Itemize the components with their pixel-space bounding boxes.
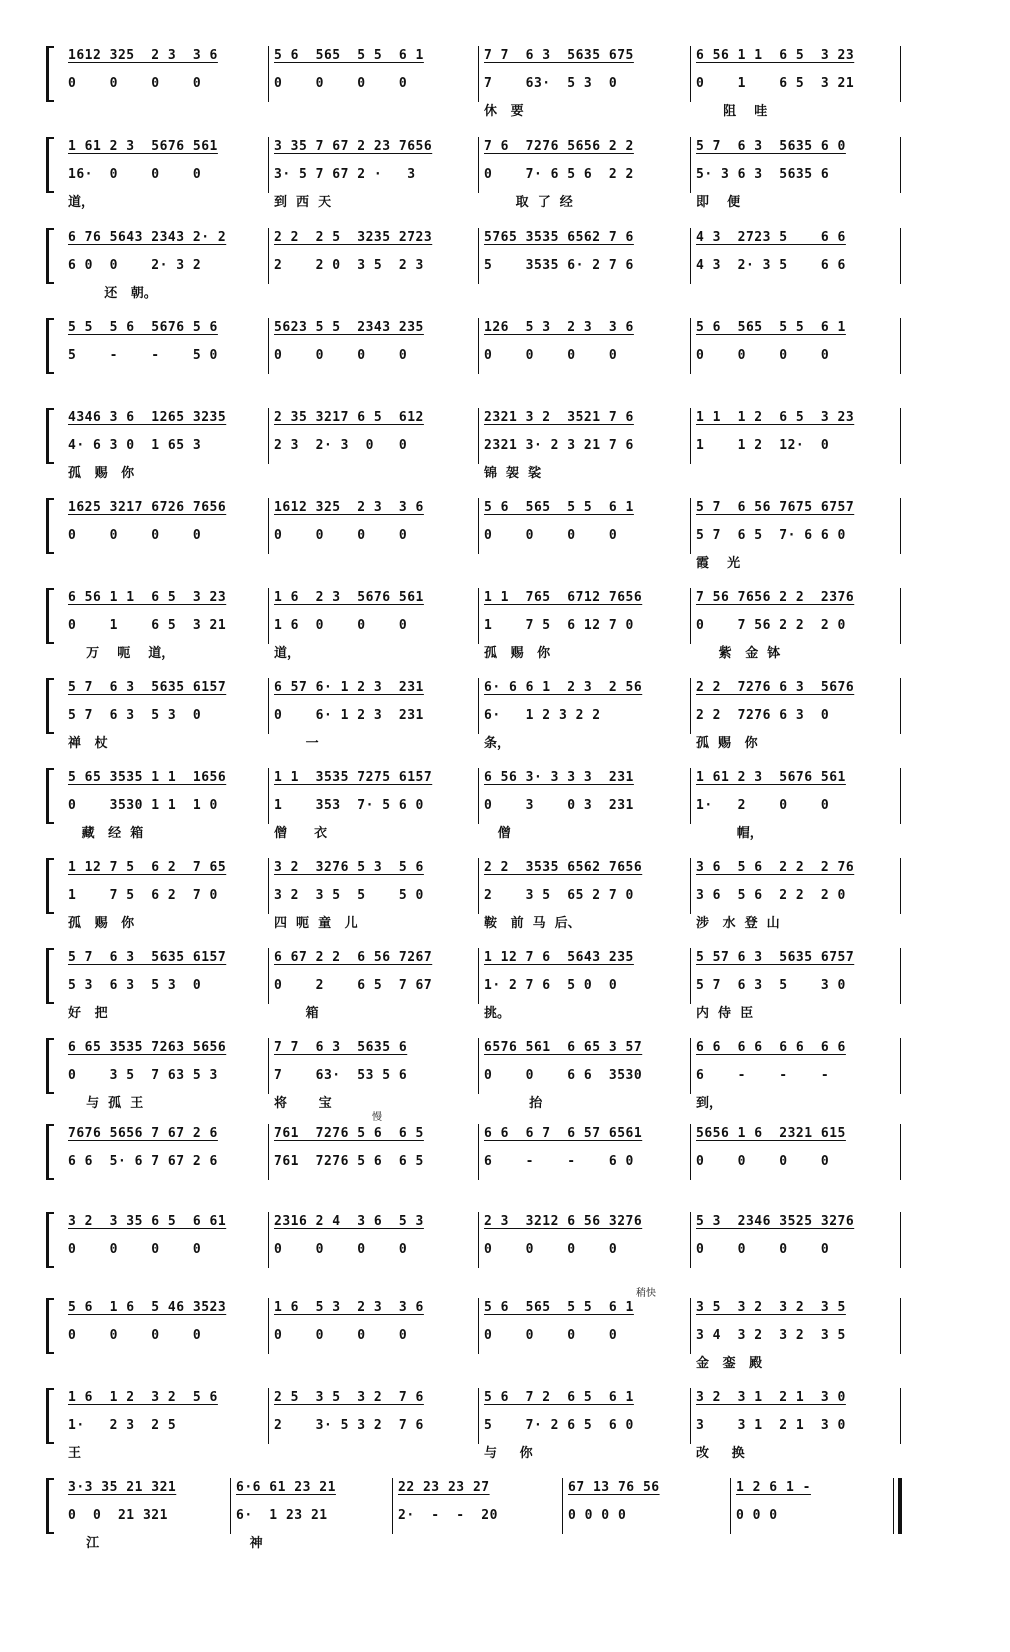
melody-measure: 5 7 6 3 5635 6157: [68, 950, 227, 965]
barline: [268, 1212, 269, 1268]
lyric-text: 涉 水 登 山: [696, 916, 780, 931]
melody-measure: 6 56 3· 3 3 3 231: [484, 770, 634, 785]
accompaniment-measure: 0 0 0 0: [484, 528, 618, 543]
score-system: [0, 1036, 1010, 1114]
accompaniment-measure: 0 0 0 0: [568, 1508, 627, 1523]
melody-measure: 1612 325 2 3 3 6: [68, 48, 218, 63]
lyric-text: 紫 金 钵: [696, 646, 781, 661]
accompaniment-measure: 6 0 0 2· 3 2: [68, 258, 202, 273]
melody-measure: 1 1 1 2 6 5 3 23: [696, 410, 855, 425]
melody-measure: 1 12 7 5 6 2 7 65: [68, 860, 227, 875]
melody-measure: 5623 5 5 2343 235: [274, 320, 424, 335]
lyric-text: 即 便: [696, 195, 741, 210]
melody-measure: 5 7 6 3 5635 6 0: [696, 139, 846, 154]
lyric-text: 孤 赐 你: [68, 466, 135, 481]
barline: [900, 498, 901, 554]
barline: [690, 1124, 691, 1180]
lyric-text: 箱: [274, 1006, 319, 1021]
accompaniment-measure: 3 2 3 5 5 5 0: [274, 888, 424, 903]
lyric-text: 僧: [484, 826, 511, 841]
accompaniment-measure: 4 3 2· 3 5 6 6: [696, 258, 846, 273]
melody-measure: 6 57 6· 1 2 3 231: [274, 680, 424, 695]
melody-measure: 1 6 1 2 3 2 5 6: [68, 1390, 218, 1405]
barline: [268, 858, 269, 914]
accompaniment-measure: 0 0 0 0: [274, 1242, 408, 1257]
system-brace: [46, 680, 54, 732]
barline: [478, 678, 479, 734]
melody-measure: 3 35 7 67 2 23 7656: [274, 139, 433, 154]
score-system: [0, 586, 1010, 664]
barline: [690, 408, 691, 464]
accompaniment-measure: 0 0 0 0: [484, 348, 618, 363]
melody-measure: 3 6 5 6 2 2 2 76: [696, 860, 855, 875]
melody-measure: 5 6 565 5 5 6 1: [484, 1300, 634, 1315]
accompaniment-measure: 1 6 0 0 0: [274, 618, 408, 633]
system-brace: [46, 590, 54, 642]
accompaniment-measure: 0 1 6 5 3 21: [68, 618, 227, 633]
melody-measure: 3 2 3 1 2 1 3 0: [696, 1390, 846, 1405]
lyric-text: 四 呃 童 儿: [274, 916, 358, 931]
system-brace: [46, 860, 54, 912]
melody-measure: 2316 2 4 3 6 5 3: [274, 1214, 424, 1229]
barline: [478, 408, 479, 464]
barline: [690, 858, 691, 914]
lyric-text: 禅 杖: [68, 736, 108, 751]
melody-measure: 5 6 565 5 5 6 1: [274, 48, 424, 63]
system-brace: [46, 770, 54, 822]
score-system: [0, 946, 1010, 1024]
tempo-mark-faster: 稍快: [636, 1288, 656, 1299]
lyric-text: 抬: [484, 1096, 543, 1111]
melody-measure: 5765 3535 6562 7 6: [484, 230, 634, 245]
accompaniment-measure: 2· - - 20: [398, 1508, 498, 1523]
barline: [690, 678, 691, 734]
melody-measure: 3 5 3 2 3 2 3 5: [696, 1300, 846, 1315]
melody-measure: 1 6 5 3 2 3 3 6: [274, 1300, 424, 1315]
accompaniment-measure: 0 0 0 0: [274, 1328, 408, 1343]
melody-measure: 7 6 7276 5656 2 2: [484, 139, 634, 154]
melody-measure: 22 23 23 27: [398, 1480, 490, 1495]
system-brace: [46, 500, 54, 552]
score-system: [0, 766, 1010, 844]
barline: [730, 1478, 731, 1534]
barline: [478, 858, 479, 914]
lyric-text: 孤 赐 你: [696, 736, 758, 751]
melody-measure: 6 67 2 2 6 56 7267: [274, 950, 433, 965]
melody-measure: 6 56 1 1 6 5 3 23: [68, 590, 227, 605]
barline: [900, 228, 901, 284]
lyric-text: 取 了 经: [484, 195, 573, 210]
barline: [900, 1298, 901, 1354]
lyric-text: 条，: [484, 736, 511, 751]
barline: [268, 1038, 269, 1094]
melody-measure: 761 7276 5 6 6 5: [274, 1126, 424, 1141]
barline: [268, 1388, 269, 1444]
final-barline-thick: [898, 1478, 902, 1534]
melody-measure: 5 5 5 6 5676 5 6: [68, 320, 218, 335]
barline: [268, 228, 269, 284]
accompaniment-measure: 0 0 0 0: [68, 1328, 202, 1343]
accompaniment-measure: 5 7 6 3 5 3 0: [68, 708, 202, 723]
accompaniment-measure: 7 63· 53 5 6: [274, 1068, 408, 1083]
barline: [268, 1124, 269, 1180]
barline: [690, 1038, 691, 1094]
lyric-text: 万 呃 道，: [68, 646, 175, 661]
melody-measure: 5 7 6 56 7675 6757: [696, 500, 855, 515]
melody-measure: 67 13 76 56: [568, 1480, 660, 1495]
lyric-text: 还 朝。: [68, 286, 157, 301]
barline: [478, 137, 479, 193]
lyric-text: 霞 光: [696, 556, 741, 571]
accompaniment-measure: 1· 2 3 2 5: [68, 1418, 177, 1433]
accompaniment-measure: 1· 2 0 0: [696, 798, 830, 813]
lyric-text: 帽，: [696, 826, 763, 841]
score-system: [0, 1210, 1010, 1288]
accompaniment-measure: 0 6· 1 2 3 231: [274, 708, 424, 723]
barline: [900, 588, 901, 644]
lyric-text: 到 西 天: [274, 195, 332, 210]
barline: [900, 858, 901, 914]
accompaniment-measure: 1 1 2 12· 0: [696, 438, 830, 453]
accompaniment-measure: 0 7· 6 5 6 2 2: [484, 167, 634, 182]
lyric-text: 阻 哇: [696, 104, 768, 119]
accompaniment-measure: 6· 1 2 3 2 2: [484, 708, 601, 723]
system-brace: [46, 1390, 54, 1442]
barline: [690, 46, 691, 102]
system-brace: [46, 410, 54, 462]
score-system: [0, 44, 1010, 122]
melody-measure: 1 2 6 1 -: [736, 1480, 811, 1495]
barline: [268, 768, 269, 824]
accompaniment-measure: 1 7 5 6 2 7 0: [68, 888, 218, 903]
score-system: [0, 1476, 1010, 1554]
score-system: [0, 1386, 1010, 1464]
melody-measure: 5 6 565 5 5 6 1: [484, 500, 634, 515]
accompaniment-measure: 5 7 6 3 5 3 0: [696, 978, 846, 993]
melody-measure: 7676 5656 7 67 2 6: [68, 1126, 218, 1141]
melody-measure: 2 35 3217 6 5 612: [274, 410, 424, 425]
barline: [478, 768, 479, 824]
final-barline-thin: [893, 1478, 894, 1534]
lyric-text: 江: [68, 1536, 100, 1551]
accompaniment-measure: 3 6 5 6 2 2 2 0: [696, 888, 846, 903]
barline: [900, 137, 901, 193]
barline: [900, 408, 901, 464]
barline: [690, 318, 691, 374]
barline: [900, 948, 901, 1004]
accompaniment-measure: 3 4 3 2 3 2 3 5: [696, 1328, 846, 1343]
melody-measure: 7 7 6 3 5635 675: [484, 48, 634, 63]
barline: [392, 1478, 393, 1534]
barline: [478, 1388, 479, 1444]
accompaniment-measure: 0 0 0: [736, 1508, 778, 1523]
accompaniment-measure: 3· 5 7 67 2 · 3: [274, 167, 416, 182]
barline: [478, 46, 479, 102]
melody-measure: 7 56 7656 2 2 2376: [696, 590, 855, 605]
lyric-text: 内 侍 臣: [696, 1006, 754, 1021]
barline: [900, 1388, 901, 1444]
accompaniment-measure: 2 3 2· 3 0 0: [274, 438, 408, 453]
melody-measure: 4 3 2723 5 6 6: [696, 230, 846, 245]
accompaniment-measure: 5· 3 6 3 5635 6: [696, 167, 830, 182]
lyric-text: 与 你: [484, 1446, 533, 1461]
accompaniment-measure: 4· 6 3 0 1 65 3: [68, 438, 202, 453]
lyric-text: 锦 袈 裟: [484, 466, 542, 481]
melody-measure: 3 2 3276 5 3 5 6: [274, 860, 424, 875]
system-brace: [46, 230, 54, 282]
accompaniment-measure: 1 353 7· 5 6 0: [274, 798, 424, 813]
lyric-text: 好 把: [68, 1006, 108, 1021]
melody-measure: 6 65 3535 7263 5656: [68, 1040, 227, 1055]
barline: [268, 678, 269, 734]
accompaniment-measure: 0 0 0 0: [274, 348, 408, 363]
barline: [478, 498, 479, 554]
barline: [900, 1038, 901, 1094]
system-brace: [46, 950, 54, 1002]
melody-measure: 2 5 3 5 3 2 7 6: [274, 1390, 424, 1405]
accompaniment-measure: 6 6 5· 6 7 67 2 6: [68, 1154, 218, 1169]
barline: [478, 318, 479, 374]
accompaniment-measure: 0 1 6 5 3 21: [696, 76, 855, 91]
melody-measure: 1 61 2 3 5676 561: [68, 139, 218, 154]
accompaniment-measure: 1· 2 7 6 5 0 0: [484, 978, 618, 993]
melody-measure: 3·3 35 21 321: [68, 1480, 177, 1495]
lyric-text: 藏 经 箱: [68, 826, 144, 841]
accompaniment-measure: 7 63· 5 3 0: [484, 76, 618, 91]
melody-measure: 2 2 7276 6 3 5676: [696, 680, 855, 695]
lyric-text: 将 宝: [274, 1096, 332, 1111]
lyric-text: 王: [68, 1446, 82, 1461]
accompaniment-measure: 0 0 0 0: [68, 528, 202, 543]
system-brace: [46, 48, 54, 100]
accompaniment-measure: 0 0 0 0: [274, 528, 408, 543]
system-brace: [46, 1040, 54, 1092]
melody-measure: 1625 3217 6726 7656: [68, 500, 227, 515]
score-system: [0, 856, 1010, 934]
accompaniment-measure: 0 3 0 3 231: [484, 798, 634, 813]
melody-measure: 2 2 2 5 3235 2723: [274, 230, 433, 245]
system-brace: [46, 320, 54, 372]
melody-measure: 2321 3 2 3521 7 6: [484, 410, 634, 425]
barline: [268, 46, 269, 102]
barline: [268, 588, 269, 644]
barline: [900, 1124, 901, 1180]
accompaniment-measure: 6 - - 6 0: [484, 1154, 634, 1169]
score-system: [0, 316, 1010, 394]
lyric-text: 挑。: [484, 1006, 511, 1021]
melody-measure: 6 76 5643 2343 2· 2: [68, 230, 227, 245]
lyric-text: 与 孤 王: [68, 1096, 144, 1111]
tempo-mark-slow: 慢: [372, 1112, 382, 1123]
lyric-text: 金 銮 殿: [696, 1356, 763, 1371]
barline: [478, 1038, 479, 1094]
system-brace: [46, 1214, 54, 1266]
lyric-text: 休 要: [484, 104, 524, 119]
barline: [478, 1212, 479, 1268]
melody-measure: 126 5 3 2 3 3 6: [484, 320, 634, 335]
accompaniment-measure: 5 3 6 3 5 3 0: [68, 978, 202, 993]
barline: [268, 408, 269, 464]
melody-measure: 4346 3 6 1265 3235: [68, 410, 227, 425]
accompaniment-measure: 5 7· 2 6 5 6 0: [484, 1418, 634, 1433]
melody-measure: 5 7 6 3 5635 6157: [68, 680, 227, 695]
barline: [900, 678, 901, 734]
melody-measure: 5 57 6 3 5635 6757: [696, 950, 855, 965]
melody-measure: 7 7 6 3 5635 6: [274, 1040, 408, 1055]
melody-measure: 6576 561 6 65 3 57: [484, 1040, 643, 1055]
barline: [268, 318, 269, 374]
score-system: [0, 496, 1010, 574]
melody-measure: 1 6 2 3 5676 561: [274, 590, 424, 605]
melody-measure: 6 6 6 7 6 57 6561: [484, 1126, 643, 1141]
barline: [268, 1298, 269, 1354]
melody-measure: 1 61 2 3 5676 561: [696, 770, 846, 785]
accompaniment-measure: 2321 3· 2 3 21 7 6: [484, 438, 634, 453]
score-system: [0, 1122, 1010, 1200]
barline: [268, 948, 269, 1004]
score-system: [0, 135, 1010, 213]
barline: [690, 948, 691, 1004]
melody-measure: 5 65 3535 1 1 1656: [68, 770, 227, 785]
melody-measure: 2 2 3535 6562 7656: [484, 860, 643, 875]
accompaniment-measure: 2 2 0 3 5 2 3: [274, 258, 424, 273]
melody-measure: 1 1 765 6712 7656: [484, 590, 643, 605]
barline: [900, 1212, 901, 1268]
accompaniment-measure: 2 3 5 65 2 7 0: [484, 888, 634, 903]
melody-measure: 6·6 61 23 21: [236, 1480, 336, 1495]
melody-measure: 6· 6 6 1 2 3 2 56: [484, 680, 643, 695]
lyric-text: 道，: [274, 646, 301, 661]
accompaniment-measure: 3 3 1 2 1 3 0: [696, 1418, 846, 1433]
barline: [690, 1388, 691, 1444]
lyric-text: 道，: [68, 195, 95, 210]
barline: [690, 228, 691, 284]
score-system: [0, 1296, 1010, 1374]
barline: [478, 588, 479, 644]
lyric-text: 僧 衣: [274, 826, 328, 841]
score-system: [0, 406, 1010, 484]
barline: [268, 137, 269, 193]
accompaniment-measure: 16· 0 0 0: [68, 167, 202, 182]
barline: [230, 1478, 231, 1534]
lyric-text: 神: [236, 1536, 263, 1551]
melody-measure: 6 6 6 6 6 6 6 6: [696, 1040, 846, 1055]
barline: [562, 1478, 563, 1534]
accompaniment-measure: 0 0 0 0: [696, 348, 830, 363]
accompaniment-measure: 0 0 0 0: [68, 76, 202, 91]
melody-measure: 1 1 3535 7275 6157: [274, 770, 433, 785]
accompaniment-measure: 0 0 0 0: [484, 1328, 618, 1343]
accompaniment-measure: 0 0 6 6 3530: [484, 1068, 643, 1083]
accompaniment-measure: 6 - - -: [696, 1068, 830, 1083]
accompaniment-measure: 0 3530 1 1 1 0: [68, 798, 218, 813]
system-brace: [46, 1126, 54, 1178]
barline: [478, 228, 479, 284]
accompaniment-measure: 0 0 0 0: [484, 1242, 618, 1257]
barline: [690, 498, 691, 554]
barline: [478, 1124, 479, 1180]
melody-measure: 6 56 1 1 6 5 3 23: [696, 48, 855, 63]
barline: [900, 46, 901, 102]
melody-measure: 1 12 7 6 5643 235: [484, 950, 634, 965]
accompaniment-measure: 0 0 0 0: [696, 1242, 830, 1257]
accompaniment-measure: 0 0 21 321: [68, 1508, 168, 1523]
lyric-text: 改 换: [696, 1446, 745, 1461]
melody-measure: 2 3 3212 6 56 3276: [484, 1214, 643, 1229]
accompaniment-measure: 0 7 56 2 2 2 0: [696, 618, 846, 633]
system-brace: [46, 139, 54, 191]
melody-measure: 5656 1 6 2321 615: [696, 1126, 846, 1141]
accompaniment-measure: 0 0 0 0: [68, 1242, 202, 1257]
barline: [690, 1298, 691, 1354]
lyric-text: 孤 赐 你: [68, 916, 135, 931]
lyric-text: 鞍 前 马 后、: [484, 916, 581, 931]
system-brace: [46, 1300, 54, 1352]
melody-measure: 5 6 1 6 5 46 3523: [68, 1300, 227, 1315]
barline: [690, 137, 691, 193]
accompaniment-measure: 5 7 6 5 7· 6 6 0: [696, 528, 846, 543]
melody-measure: 5 6 565 5 5 6 1: [696, 320, 846, 335]
accompaniment-measure: 0 0 0 0: [274, 76, 408, 91]
accompaniment-measure: 5 - - 5 0: [68, 348, 218, 363]
barline: [690, 1212, 691, 1268]
score-system: [0, 226, 1010, 304]
lyric-text: 孤 赐 你: [484, 646, 551, 661]
melody-measure: 3 2 3 35 6 5 6 61: [68, 1214, 227, 1229]
melody-measure: 5 6 7 2 6 5 6 1: [484, 1390, 634, 1405]
system-brace: [46, 1480, 54, 1532]
melody-measure: 5 3 2346 3525 3276: [696, 1214, 855, 1229]
barline: [690, 768, 691, 824]
accompaniment-measure: 2 2 7276 6 3 0: [696, 708, 830, 723]
accompaniment-measure: 0 0 0 0: [696, 1154, 830, 1169]
accompaniment-measure: 6· 1 23 21: [236, 1508, 328, 1523]
lyric-text: 到，: [696, 1096, 723, 1111]
barline: [900, 768, 901, 824]
accompaniment-measure: 2 3· 5 3 2 7 6: [274, 1418, 424, 1433]
accompaniment-measure: 0 2 6 5 7 67: [274, 978, 433, 993]
barline: [900, 318, 901, 374]
barline: [268, 498, 269, 554]
accompaniment-measure: 0 3 5 7 63 5 3: [68, 1068, 218, 1083]
score-system: [0, 676, 1010, 754]
barline: [478, 948, 479, 1004]
accompaniment-measure: 5 3535 6· 2 7 6: [484, 258, 634, 273]
accompaniment-measure: 761 7276 5 6 6 5: [274, 1154, 424, 1169]
barline: [690, 588, 691, 644]
melody-measure: 1612 325 2 3 3 6: [274, 500, 424, 515]
accompaniment-measure: 1 7 5 6 12 7 0: [484, 618, 634, 633]
lyric-text: 一: [274, 736, 319, 751]
barline: [478, 1298, 479, 1354]
